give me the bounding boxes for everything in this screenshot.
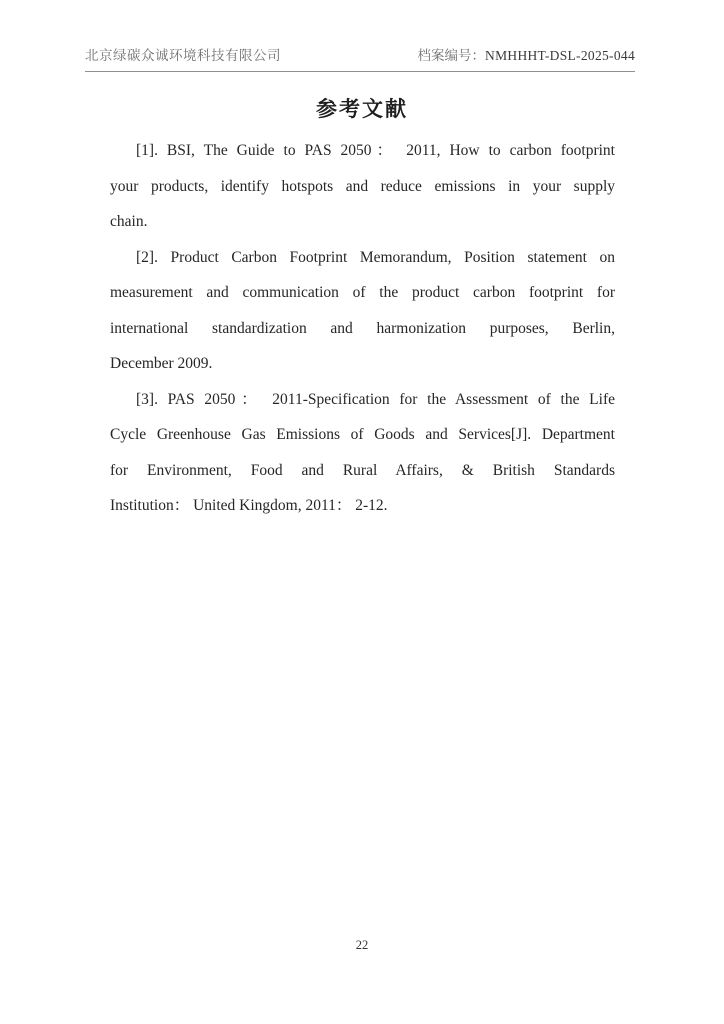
archive-number <box>418 44 635 64</box>
page-header <box>85 44 635 72</box>
reference-line: [1]. BSI, The Guide to PAS 2050： 2011, How to carbon footprint <box>136 142 615 159</box>
page-title: 参考文献 <box>316 97 408 121</box>
reference-line: [2]. Product Carbon Footprint Memorandum, Position statement on <box>136 248 615 266</box>
references-section <box>110 133 615 524</box>
page-footer <box>0 938 724 953</box>
archive-label: 档案编号： <box>417 48 486 63</box>
reference-line: [3]. PAS 2050： 2011-Specification for the Assessment of the Life <box>136 390 615 408</box>
reference-line: December 2009. <box>110 355 213 372</box>
reference-line: international standardization and harmonization purposes, Berlin, <box>110 319 615 337</box>
archive-code: NMHHHT-DSL-2025-044 <box>485 48 635 63</box>
reference-line: chain. <box>110 213 148 230</box>
reference-item-2 <box>110 240 615 382</box>
reference-line: measurement and communication of the product carbon footprint for <box>110 284 615 301</box>
reference-line: your products, identify hotspots and reduce emissions in your supply <box>110 177 615 195</box>
company-name: 北京绿碳众诚环境科技有限公司 <box>85 48 281 63</box>
reference-item-3 <box>110 382 615 524</box>
reference-line: for Environment, Food and Rural Affairs, & British Standards <box>110 461 615 479</box>
reference-item-1 <box>110 133 615 240</box>
page-number: 22 <box>355 938 369 952</box>
reference-line: Cycle Greenhouse Gas Emissions of Goods and Services[J]. Department <box>110 426 615 443</box>
reference-line: Institution： United Kingdom, 2011： 2-12. <box>110 497 388 514</box>
